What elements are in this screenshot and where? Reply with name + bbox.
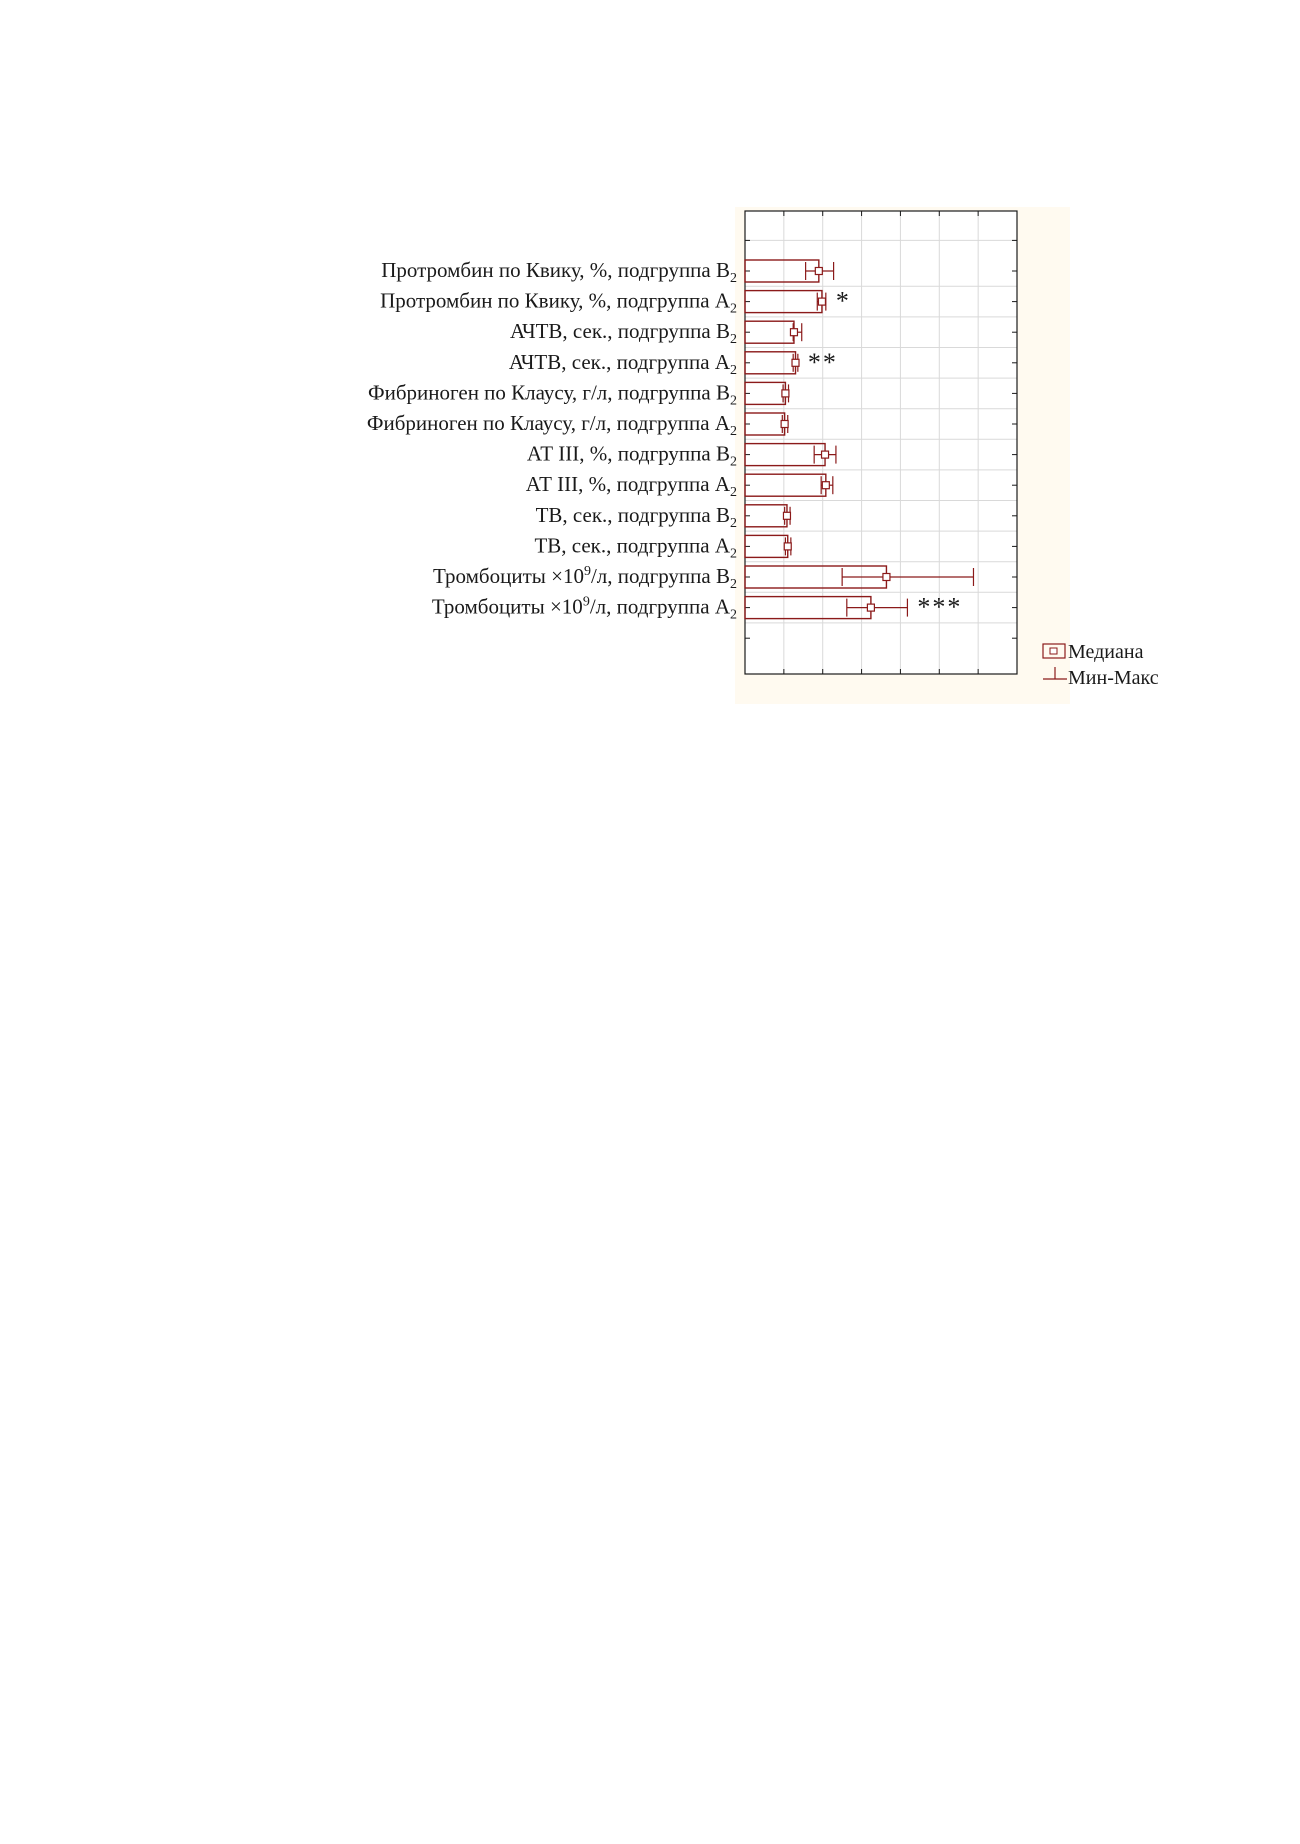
median-marker <box>867 604 874 611</box>
median-marker <box>782 390 789 397</box>
median-marker <box>822 482 829 489</box>
median-marker <box>822 451 829 458</box>
median-marker <box>818 298 825 305</box>
significance-marker: ** <box>807 347 838 377</box>
significance-marker: * <box>835 286 851 316</box>
category-label: ТВ, сек., подгруппа $А_2$ <box>534 533 737 562</box>
category-label: АТ III, %, подгруппа $В_2$ <box>526 441 737 470</box>
category-label: АТ III, %, подгруппа $А_2$ <box>525 472 737 501</box>
median-marker <box>781 421 788 428</box>
median-marker <box>790 329 797 336</box>
category-label: Протромбин по Квику, %, подгруппа $А_2$ <box>380 288 737 317</box>
plot-area <box>745 211 1017 674</box>
category-label: Фибриноген по Клаусу, г/л, подгруппа $В_2$ <box>368 380 737 409</box>
significance-marker: *** <box>917 592 963 622</box>
legend-label-median: Медиана <box>1068 641 1144 663</box>
median-marker <box>815 268 822 275</box>
legend-label-range: Мин-Макс <box>1068 667 1159 689</box>
category-label: Тромбоциты $\times 10^9/л$, подгруппа $А_2$ <box>431 594 737 623</box>
category-label: ТВ, сек., подгруппа $В_2$ <box>535 502 737 531</box>
category-label: Тромбоциты $\times 10^9/л$, подгруппа $В_2$ <box>433 564 737 592</box>
category-label: АЧТВ, сек., подгруппа $А_2$ <box>508 349 737 378</box>
median-marker <box>784 543 791 550</box>
category-label: Протромбин по Квику, %, подгруппа $В_2$ <box>381 258 737 286</box>
legend-median-marker <box>1050 648 1057 654</box>
median-marker <box>783 512 790 519</box>
category-label: Фибриноген по Клаусу, г/л, подгруппа $А_2$ <box>366 411 737 439</box>
category-label: АЧТВ, сек., подгруппа $В_2$ <box>509 319 737 348</box>
median-marker <box>883 574 890 581</box>
median-marker <box>792 359 799 366</box>
